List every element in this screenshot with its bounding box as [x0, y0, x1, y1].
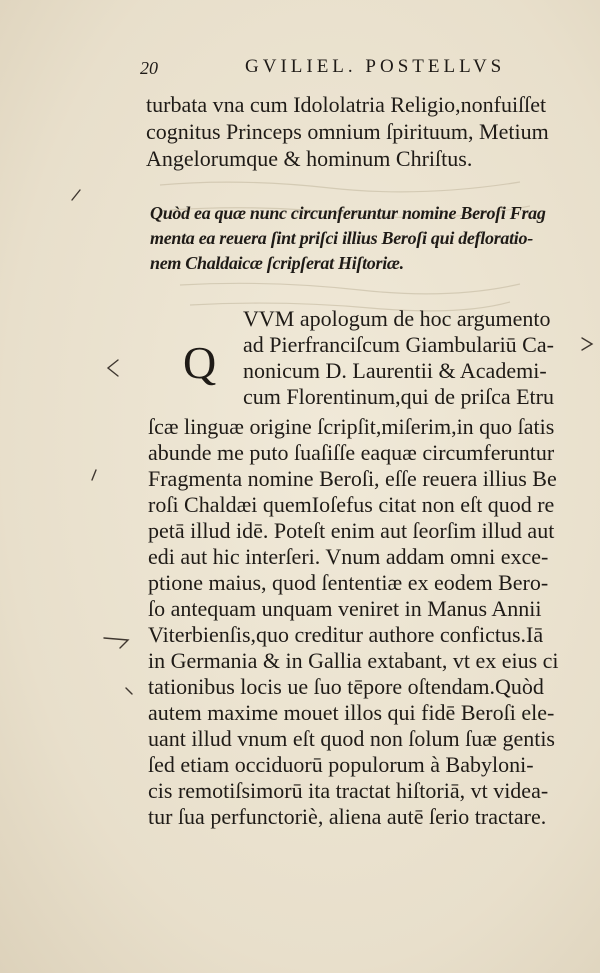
text-line: in Germania & in Gallia extabant, vt ex eius ci	[148, 648, 559, 673]
text-line: petā illud idē. Poteſt enim aut ſeorſim illud aut	[148, 518, 555, 543]
margin-annotation-mark	[582, 338, 592, 350]
drop-capital: Q	[183, 337, 217, 388]
text-line: tationibus locis ue ſuo tēpore oſtendam.Quòd	[148, 674, 544, 699]
text-line: ſo antequam unquam veniret in Manus Annii	[148, 596, 542, 621]
text-line: cum Florentinum,qui de priſca Etru	[243, 384, 554, 409]
text-line: Angelorumque & hominum Chriſtus.	[146, 146, 473, 171]
margin-annotation-mark	[126, 688, 132, 694]
margin-annotation-mark	[104, 638, 128, 648]
text-line: uant illud vnum eſt quod non ſolum ſuæ gentis	[148, 726, 555, 751]
text-line: ptione maius, quod ſententiæ ex eodem Bero-	[148, 570, 549, 595]
text-line: tur ſua perfunctoriè, aliena autē ſerio tractare.	[148, 804, 547, 829]
margin-annotation-mark	[92, 470, 96, 480]
text-line: ſcæ linguæ origine ſcripſit,miſerim,in quo ſatis	[148, 414, 555, 439]
margin-annotation-mark	[108, 360, 118, 376]
margin-annotation-mark	[72, 190, 80, 200]
text-line: VVM apologum de hoc argumento	[243, 306, 551, 331]
text-line: Viterbienſis,quo creditur authore confictus.Iā	[148, 622, 544, 647]
text-line: nonicum D. Laurentii & Academi-	[243, 358, 547, 383]
running-head-title: GVILIEL. POSTELLVS	[245, 56, 506, 77]
text-line: ad Pierfranciſcum Giambulariū Ca-	[243, 332, 554, 357]
text-line: autem maxime mouet illos qui fidē Beroſi ele-	[148, 700, 555, 725]
text-line: turbata vna cum Idololatria Religio,nonfuiſſet	[146, 92, 547, 117]
text-line: ſed etiam occiduorū populorum à Babyloni-	[148, 752, 534, 777]
heading-line: nem Chaldaicæ ſcripſerat Hiſtoriæ.	[150, 253, 404, 273]
text-line: cognitus Princeps omnium ſpirituum, Metium	[146, 119, 549, 144]
text-line: Fragmenta nomine Beroſi, eſſe reuera illius Be	[148, 466, 557, 491]
heading-line: Quòd ea quæ nunc circunferuntur nomine Beroſi Frag	[150, 203, 546, 223]
page-number: 20	[140, 58, 158, 78]
text-line: roſi Chaldæi quemIoſefus citat non eſt quod re	[148, 492, 555, 517]
text-line: abunde me puto ſuaſiſſe eaquæ circumferuntur	[148, 440, 555, 465]
text-line: edi aut hic interſeri. Vnum addam omni exce-	[148, 544, 549, 569]
heading-line: menta ea reuera ſint priſci illius Beroſi qui defloratio-	[150, 228, 533, 248]
text-line: cis remotiſsimorū ita tractat hiſtoriā, vt videa-	[148, 778, 549, 803]
